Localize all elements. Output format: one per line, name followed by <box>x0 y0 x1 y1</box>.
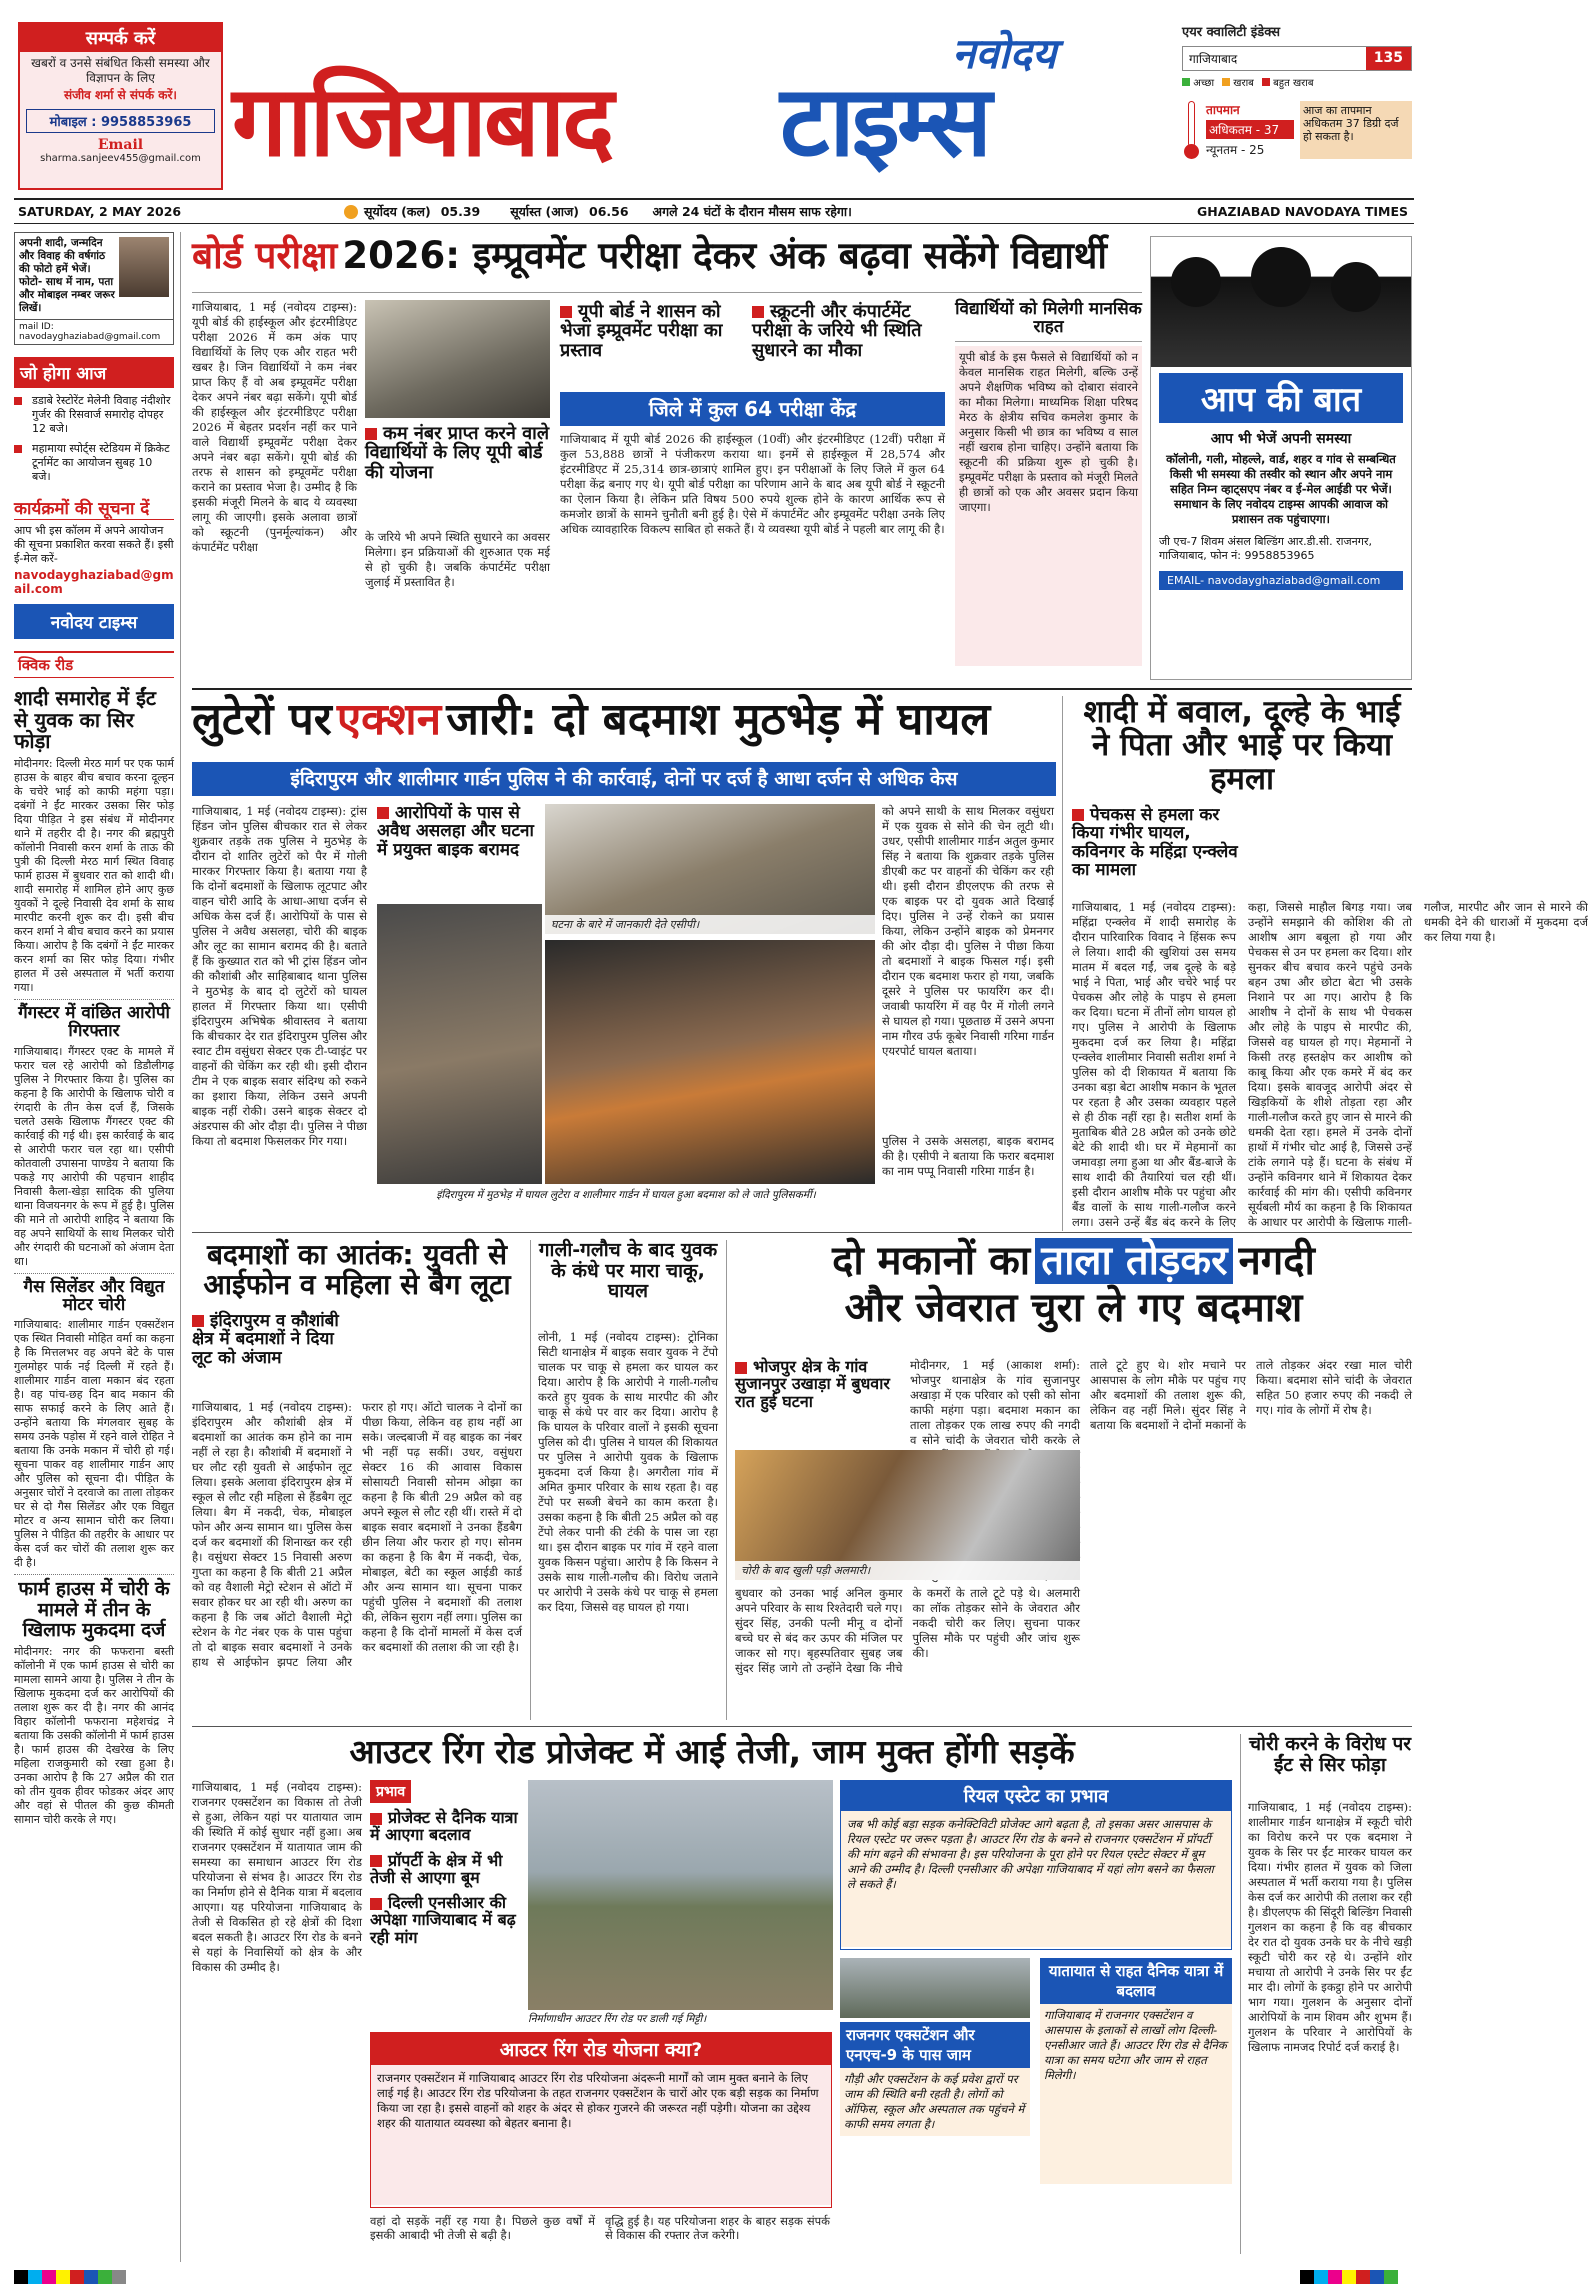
s1-head: शादी समारोह में ईंट से युवक का सिर फोड़ा <box>14 686 156 754</box>
ring-headline: आउटर रिंग रोड प्रोजेक्ट में आई तेजी, जाम मुक्त होंगी सड़कें <box>349 1732 1075 1771</box>
shaadi-body: गाजियाबाद, 1 मई (नवोदय टाइम्स): महिंद्रा एन्क्लेव में शादी समारोह के दौरान पारिवारिक विवाद ने हिंसक रूप ले लिया। शादी की खुशियां उस समय मातम में बदल गईं, जब दूल्हे के बड़े भाई ने पिता, भाई और चचेरे भाई पर पेचकस और लोहे के पाइप से हमला कर दिया। घटना में तीनों लोग घायल हो गए। पुलिस ने आरोपी के खिलाफ मुकदमा दर्ज कर लिया है। महिंद्रा एन्क्लेव शालीमार निवासी सतीश शर्मा ने पुलिस को दी शिकायत में बताया कि उनका बड़ा बेटा आशीष मकान के भूतल पर रहता है और उसका व्यवहार पहले से ही ठीक नहीं रहा है। सतीश शर्मा के मुताबिक बीते 28 अप्रैल को उनके छोटे बेटे की शादी थी। घर में मेहमानों का जमावड़ा लगा हुआ था और बैंड-बाजे के साथ शादी की तैयारियां चल रही थीं। इसी दौरान आशीष मौके पर पहुंचा और बैंड वालों के साथ गाली-गलौज करने लगा। उसने उन्हें बैंड बंद करने के लिए कहा, जिससे माहौल बिगड़ गया। जब उन्होंने समझाने की कोशिश की तो आशीष आग बबूला हो गया और पेचकस से उन पर हमला कर दिया। शोर सुनकर बीच बचाव करने पहुंचे उनके बहन उषा और छोटा बेटा भी उसके निशाने पर आ गए। आरोप है कि आशीष ने दोनों के साथ भी पेचकस और लोहे के पाइप से मारपीट की, जिससे वह घायल हो गए। मेहमानों ने किसी तरह हस्तक्षेप कर आशीष को काबू किया और एक कमरे में बंद कर दिया। इसके बावजूद आरोपी अंदर से खिड़कियों के शीशे तोड़ता रहा और गाली-गलौज करते हुए जान से मारने की धमकी देता रहा। हमले में उनके दोनों हाथों में गंभीर चोट आई है, जिससे उन्हें टांके लगाने पड़े हैं। घटना के संबंध में उन्होंने कविनगर थाने में शिकायत देकर कार्रवाई की मांग की। एसीपी कविनगर सूर्यबली मौर्य का कहना है कि शिकायत के आधार पर आरोपी के खिलाफ गाली-गलौज, मारपीट और जान से मारने की धमकी देने की धाराओं में मुकदमा दर्ज कर लिया गया है। <box>1072 900 1588 1229</box>
temp-note: आज का तापमान अधिकतम 37 डिग्री दर्ज हो सकता है। <box>1300 101 1412 159</box>
exam-photo <box>365 300 550 418</box>
realestate-body: जब भी कोई बड़ा सड़क कनेक्टिविटी प्रोजेक्ट आगे बढ़ता है, तो इसका असर आसपास के रियल एस्टेट पर जरूर पड़ता है। आउटर रिंग रोड के बनने से राजनगर एक्सटेंशन में प्रॉपर्टी की मांग बढ़ने की संभावना है। इस परियोजना के पूरा होने पर रियल एस्टेट सेक्टर में बूम आने की उम्मीद है। दिल्ली एनसीआर की अपेक्षा गाजियाबाद में यहां लोग बसने का फैसला ले सकते हैं। <box>841 1811 1231 1947</box>
sidebar-promo <box>14 232 174 320</box>
logo-small: नवोदय <box>952 29 1057 78</box>
s2-body: गाजियाबाद। गैंगस्टर एक्ट के मामले में फरार चल रहे आरोपी को डिडौलीगढ़ पुलिस ने गिरफ्तार किया है। पुलिस का कहना है कि आरोपी के खिलाफ चोरी व रंगदारी के तीन केस दर्ज हैं, जिसके चलते उसके खिलाफ गैंगस्टर एक्ट की कार्रवाई की गई थी। इस कार्रवाई के बाद से आरोपी फरार चल रहा था। एसीपी कोतवाली उपासना पाण्डेय ने बताया कि पकड़े गए आरोपी की पहचान शाहीद निवासी कैला-खेड़ा सादिक की पुलिया थाना विजयनगर के रूप में हुई है। पुलिस की माने तो आरोपी शाहिद ने बताया कि वह अपने साथियों के साथ मिलकर चोरी और रंगदारी की घटनाओं को अंजाम देता था। <box>14 1044 174 1268</box>
prabhav-box <box>370 1780 520 2020</box>
chori-headline: दो मकानों का ताला तोड़कर नगदी और जेवरात चुरा ले गए बदमाश <box>832 1238 1315 1332</box>
masthead-logo <box>232 24 1172 194</box>
lead-body-1: गाजियाबाद, 1 मई (नवोदय टाइम्स): यूपी बोर्ड की हाईस्कूल और इंटरमीडिएट परीक्षा 2026 में कम अंक पाए विद्यार्थियों के लिए एक और राहत भरी खबर है। जिन विद्यार्थियों ने कम नंबर प्राप्त किए हैं वो अब इम्प्रूवमेंट परीक्षा देकर अपने नंबर बढ़ा सकेंगे। यूपी बोर्ड की हाईस्कूल और इंटरमीडिएट परीक्षा 2026 में बेहतर प्रदर्शन नहीं कर पाने वाले विद्यार्थी इम्प्रूवमेंट परीक्षा देकर अपने नंबर बढ़ा सकेंगे। यूपी बोर्ड की तरफ से शासन को इम्प्रूवमेंट परीक्षा कराने का प्रस्ताव भेजा है। उम्मीद है कि इसकी मंजूरी मिलने के बाद ये व्यवस्था लागू की जाएगी। इसके अलावा छात्रों को स्क्रूटनी (पुनर्मूल्यांकन) और कंपार्टमेंट परीक्षा <box>192 300 357 554</box>
chori-photo <box>735 1450 1080 1580</box>
color-registration-bar <box>14 2270 126 2284</box>
aap-title: आप की बात <box>1159 373 1403 423</box>
ring-photo-caption: निर्माणाधीन आउटर रिंग रोड पर डाली गई मिट्टी। <box>528 2013 707 2025</box>
encounter-photo-right <box>545 940 875 1184</box>
realestate-title: रियल एस्टेट का प्रभाव <box>841 1781 1231 1811</box>
jam-title: राजनगर एक्सटेंशन और एनएच-9 के पास जाम <box>840 2022 1030 2068</box>
s1-body: मोदीनगर: दिल्ली मेरठ मार्ग पर एक फार्म हाउस के बाहर बीच बचाव करना दूल्हन के चचेरे भाई को काफी महंगा पड़ा। दबंगों ने ईंट मारकर उसका सिर फोड़ दिया पीड़ित ने इस संबंध में मोदीनगर थाने में तहरीर दी है। नगर की ब्रह्मपुरी कॉलोनी निवासी करन शर्मा के ताऊ की पुत्री की दिल्ली मेरठ मार्ग स्थित विवाह फार्म हाउस में बुधवार रात को शादी थी। शादी समारोह में शामिल होने आए कुछ युवकों ने दूल्हे निवासी देव शर्मा के साथ मारपीट करनी शुरू कर दी। इसी बीच करन शर्मा ने बीच बचाव करने का प्रयास किया। आरोप है कि दबंगों ने ईंट मारकर करन शर्मा का सिर फोड़ दिया। गंभीर हालत में उसे अस्पताल में भर्ती कराया गया। <box>14 756 174 994</box>
contact-mobile: मोबाइल : 9958853965 <box>26 109 215 133</box>
aap-ki-baat <box>1150 236 1412 680</box>
ring-bottom-1: वहां दो सड़कें नहीं रह गया है। पिछले कुछ वर्षों में इसकी आबादी भी तेजी से बढ़ी है। <box>370 2214 595 2242</box>
aqi-bad: खराब <box>1222 75 1254 89</box>
lead-body-2: के जरिये भी अपने स्थिति सुधारने का अवसर मिलेगा। इन प्रक्रियाओं की शुरुआत एक मई से हो चुकी है। जबकि कंपार्टमेंट परीक्षा जुलाई में प्रस्तावित है। <box>365 530 550 589</box>
aqi-verybad: बहुत खराब <box>1262 75 1314 89</box>
ring-body: गाजियाबाद, 1 मई (नवोदय टाइम्स): राजनगर एक्सटेंशन का विकास तो तेजी से हुआ, लेकिन यहां पर यातायात जाम की स्थिति में कोई सुधार नहीं हुआ। अब राजनगर एक्सटेंशन में यातायात जाम की समस्या का समाधान आउटर रिंग रोड परियोजना से संभव है। आउटर रिंग रोड का निर्माण होने से दैनिक यात्रा में बदलाव आएगा। यह परियोजना गाजियाबाद के तेजी से विकसित हो रहे क्षेत्रों की दिशा बदल सकती है। आउटर रिंग रोड के बनने से यहां के निवासियों को क्षेत्र के और विकास की उम्मीद है। <box>192 1780 362 1974</box>
yojana-body: राजनगर एक्सटेंशन में गाजियाबाद आउटर रिंग रोड परियोजना अंदरूनी मार्गों को जाम मुक्त बनाने के लिए लाई गई है। आउटर रिंग रोड परियोजना के तहत राजनगर एक्सटेंशन के चारों ओर एक बड़ी सड़क का निर्माण किया जा रहा है। इससे वाहनों को शहर के अंदर से होकर गुजरने की जरूरत नहीं पड़ेगी। योजना का उद्देश्य शहर की यातायात व्यवस्था को बेहतर बनाना है। <box>371 2065 831 2205</box>
chori-sub: भोजपुर क्षेत्र के गांव सुजानपुर उखाड़ा में बुधवार रात हुई घटना <box>735 1357 890 1411</box>
weather-note: अगले 24 घंटों के दौरान मौसम साफ रहेगा। <box>652 204 852 219</box>
thermometer-icon <box>1182 101 1200 159</box>
encounter-photo-caption: घटना के बारे में जानकारी देते एसीपी। <box>545 915 875 934</box>
chori-body-2: बुधवार को उनका भाई अनिल कुमार अपने परिवार के साथ रिश्तेदारी चले गए। सुंदर सिंह, उनकी पत्नी मीनू व दोनों बच्चे घर से बंद कर ऊपर की मंजिल पर जाकर सो गए। बृहस्पतिवार सुबह जब सुंदर सिंह जागे तो उन्होंने देखा कि नीचे के कमरों के ताले टूटे पड़े थे। अलमारी का लॉक तोड़कर सोने के जेवरात और नकदी चोरी कर लिए। सुचना पाकर पुलिस मौके पर पहुंची और जांच शुरू की। <box>735 1586 1080 1675</box>
contact-name: संजीव शर्मा से संपर्क करें। <box>64 88 177 102</box>
aqi-title: एयर क्वालिटी इंडेक्स <box>1182 25 1281 40</box>
lead-sub-1: कम नंबर प्राप्त करने वाले विद्यार्थियों के लिए यूपी बोर्ड की योजना <box>365 423 550 483</box>
lead-kicker: बोर्ड परीक्षा <box>192 234 338 277</box>
contact-email: sharma.sanjeev455@gmail.com <box>40 153 201 164</box>
aap-body: कॉलोनी, गली, मोहल्ले, वार्ड, शहर व गांव से सम्बन्धित किसी भी समस्या की तस्वीर को स्थान और अपने नाम सहित निम्न व्हाट्सएप नंबर व ई-मेल आईडी पर भेजें। समाधान के लिए नवोदय टाइम्स आपकी आवाज को प्रशासन तक पहुंचाएगा। <box>1166 452 1396 526</box>
chaku-headline: गाली-गलौच के बाद युवक के कंधे पर मारा चाकू, घायल <box>538 1239 718 1303</box>
karyakram-email: navodayghaziabad@gmail.com <box>14 568 174 596</box>
realestate-box <box>840 1780 1232 1950</box>
aap-address: जी एच-7 शिवम अंसल बिल्डिंग आर.डी.सी. राजनगर, गाजियाबाद, फोन नं: 9958853965 <box>1159 535 1372 562</box>
sidebar-promo-text: अपनी शादी, जन्मदिन और विवाह की वर्षगांठ की फोटो हमें भेजें। फोटो- साथ में नाम, पता और मोबाइल नम्बर जरूर लिखें। <box>19 237 115 314</box>
aqi-panel <box>1182 22 1412 190</box>
paper-name: GHAZIABAD NAVODAYA TIMES <box>1197 204 1408 219</box>
temp-title: तापमान <box>1206 103 1240 117</box>
karyakram-text: आप भी इस कॉलम में अपने आयोजन की सूचना प्रकाशित करवा सकते हैं। इसी ई-मेल करें- <box>14 524 174 565</box>
aaj-item-1: डडाबे रेस्टोरेंट मेलेनी विवाह नंदीशोर गुर्जर की रिसवार्ज समारोह दोपहर 12 बजे। <box>14 394 174 436</box>
dateline <box>14 198 1414 224</box>
quick-read: क्विक रीड <box>14 651 174 678</box>
prabhav-1: प्रोजेक्ट से दैनिक यात्रा में आएगा बदलाव <box>370 1808 518 1845</box>
chaku-body: लोनी, 1 मई (नवोदय टाइम्स): ट्रोनिका सिटी थानाक्षेत्र में बाइक सवार युवक ने टेंपो चालक पर चाकू से हमला कर घायल कर दिया। आरोप है कि आरोपी ने गाली-गलौच करते हुए युवक के साथ मारपीट की और चाकू से कंधे पर वार कर दिया। आरोप है कि घायल के परिवार वालों ने इसकी सूचना पुलिस को दी। पुलिस ने घायल की शिकायत पर पुलिस ने आरोपी युवक के खिलाफ मुकदमा दर्ज किया है। अगरौला गांव में अमित कुमार परिवार के साथ रहता है। वह टेंपो पर सब्जी बेचने का काम करता है। उसका कहना है कि बीती 25 अप्रैल को वह टेंपो लेकर पानी की टंकी के पास जा रहा था। इस दौरान बाइक पर गांव में रहने वाला युवक किसन पहुंचा। आरोप है कि किसन ने उसके साथ गाली-गलौच की। विरोध जताने पर आरोपी ने उसके कंधे पर चाकू से हमला कर दिया, जिससे वह घायल हो गया। <box>538 1330 718 1614</box>
sunrise-time: 05.39 <box>440 204 481 219</box>
encounter-photo-caption-2: इंदिरापुरम में मुठभेड़ में घायल लुटेरा व शालीमार गार्डन में घायल हुआ बदमाश को ले जाते पुलिसकर्मी। <box>436 1189 816 1201</box>
s4-head: फार्म हाउस में चोरी के मामले में तीन के खिलाफ मुकदमा दर्ज <box>18 1578 170 1642</box>
relief-title: यातायात से राहत दैनिक यात्रा में बदलाव <box>1040 1958 1232 2004</box>
encounter-body-2: को अपने साथी के साथ मिलकर वसुंधरा में एक युवक से सोने की चेन लूटी थी। उधर, एसीपी शालीमार गार्डन अतुल कुमार सिंह ने बताया कि शुक्रवार तड़के पुलिस डीएबी कट पर वाहनों की चेकिंग कर रही थी। इसी दौरान डीएलएफ की तरफ से एक बाइक पर दो युवक आते दिखाई दिए। पुलिस ने उन्हें रोकने का प्रयास किया, लेकिन उन्होंने बाइक को प्रेमनगर की ओर दौड़ा दी। पुलिस ने पीछा किया तो बदमाशों ने बाइक फिसल गई। इसी दौरान एक बदमाश फरार हो गया, जबकि दूसरे ने पुलिस पर फायरिंग कर दी। जवाबी फायरिंग में वह पैर में गोली लगने से घायल हो गया। पूछताछ में उसने अपना नाम गौरव उर्फ कूबेर निवासी गरिमा गार्डन एयरपोर्ट घायल बताया। <box>882 804 1054 1058</box>
encounter-banner: इंदिरापुरम और शालीमार गार्डन पुलिस ने की कार्रवाई, दोनों पर दर्ज है आधा दर्जन से अधिक केस <box>192 762 1056 796</box>
contact-text: खबरों व उनसे संबंधित किसी समस्या और विज्ञापन के लिए <box>31 56 210 85</box>
lead-sub-4-title: विद्यार्थियों को मिलेगी मानसिक राहत <box>955 300 1142 342</box>
aqi-value: 135 <box>1366 47 1411 70</box>
aap-sub: आप भी भेजें अपनी समस्या <box>1210 431 1352 447</box>
sidebar <box>14 232 174 2262</box>
s3-body: गाजियाबाद: शालीमार गार्डन एक्सटेंशन एक स्थित निवासी मोहित वर्मा का कहना है कि मित्तलभर वह अपने बेटे के पास गुलमोहर पार्क नई दिल्ली में रहते हैं। शालीमार गार्डन वाला मकान बंद रहता है। वह पांच-छह दिन बाद मकान की साफ सफाई करने के लिए आते हैं। उन्होंने बताया कि मंगलवार सुबह के समय उनके पड़ोस में रहने वाले रोहित ने बताया कि उनके मकान में चोरी हो गई। सूचना पाकर वह शालीमार गार्डन आए और पुलिस को सूचना दी। पीड़ित के अनुसार चोरों ने दरवाजे का ताला तोड़कर घर से दो गैस सिलेंडर और एक विद्युत मोटर व अन्य सामान चोरी कर लिया। पुलिस ने पीड़ित की तहरीर के आधार पर केस दर्ज कर चोरों की तलाश शुरू कर दी है। <box>14 1318 174 1570</box>
encounter-sub-1: आरोपियों के पास से अवैध असलहा और घटना में प्रयुक्त बाइक बरामद <box>377 803 534 860</box>
aqi-city: गाजियाबाद <box>1189 52 1238 66</box>
sunset-time: 06.56 <box>589 204 629 219</box>
s2-head: गैंगस्टर में वांछित आरोपी गिरफ्तार <box>18 1002 170 1042</box>
sunset-label: सूर्यास्त (आज) <box>510 204 579 219</box>
shaadi-headline: शादी में बवाल, दूल्हे के भाई ने पिता और भाई पर किया हमला <box>1083 694 1401 797</box>
sidebar-promo-email: mail ID: navodayghaziabad@gmail.com <box>14 320 174 345</box>
lead-sub-2: यूपी बोर्ड ने शासन को भेजा इम्प्रूवमेंट परीक्षा का प्रस्ताव <box>560 301 723 361</box>
relief-box <box>1040 1958 1232 2208</box>
shaadi-sub: पेचकस से हमला कर किया गंभीर घायल, कविनगर के महिंद्रा एन्क्लेव का मामला <box>1072 805 1238 881</box>
yojana-title: आउटर रिंग रोड योजना क्या? <box>371 2033 831 2065</box>
chori-body-3: ताले टूटे हुए थे। शोर मचाने पर आसपास के लोग मौके पर पहुंच गए और बदमाशों की तलाश शुरू की, लेकिन वह नहीं मिले। सुंदर सिंह ने बताया कि बदमाशों ने दोनों मकानों के ताले तोड़कर अंदर रखा माल चोरी किया। बदमाश सोने चांदी के जेवरात सहित 50 हजार रुपए की नकदी ले गए। गांव के लोगों में रोष है। <box>1090 1358 1412 1432</box>
yojana-box <box>370 2032 832 2208</box>
logo-left: गाजियाबाद <box>232 65 612 179</box>
iphone-body: गाजियाबाद, 1 मई (नवोदय टाइम्स): इंदिरापुरम और कौशांबी क्षेत्र में बदमाशों का आतंक कम होने का नाम नहीं ले रहा है। कौशांबी में बदमाशों ने घर लौट रही युवती से आईफोन लूट लिया। इसके अलावा इंदिरापुरम क्षेत्र में स्कूल से लौट रही महिला से हैंडबैग लूट लिया। बैग में नकदी, चेक, मोबाइल फोन और अन्य सामान था। पुलिस केस दर्ज कर बदमाशों की शिनाख्त कर रही है। वसुंधरा सेक्टर 15 निवासी अरुण गुप्ता का कहना है कि बीती 21 अप्रैल को वह वैशाली मेट्रो स्टेशन से ऑटो में सवार होकर घर आ रही थी। अरुण का कहना है कि जब ऑटो वैशाली मेट्रो स्टेशन के गेट नंबर एक के पास पहुंचा तो दो बाइक सवार बदमाशों ने उनके हाथ से आईफोन झपट लिया और फरार हो गए। ऑटो चालक ने दोनों का पीछा किया, लेकिन वह हाथ नहीं आ सके। जल्दबाजी में वह बाइक का नंबर भी नहीं पढ़ सकीं। उधर, वसुंधरा सेक्टर 16 की आवास विकास सोसायटी निवासी सोनम ओझा का कहना है कि बीती 29 अप्रैल को वह अपने स्कूल से लौट रही थीं। रास्ते में दो बाइक सवार बदमाशों ने उनका हैंडबैग छीन लिया और फरार हो गए। सोनम का कहना है कि बैग में नकदी, चेक, मोबाइल, बेटी का स्कूल आईडी कार्ड और अन्य सामान था। सूचना पाकर पहुंची पुलिस ने बदमाशों की तलाश की, लेकिन सुराग नहीं लगा। पुलिस का कहना है कि दोनों मामलों में केस दर्ज कर बदमाशों की तलाश की जा रही है। <box>192 1400 522 1669</box>
lead-headline <box>192 236 1142 286</box>
s4-body: मोदीनगर: नगर की फफराना बस्ती कॉलोनी में एक फार्म हाउस से चोरी का मामला सामने आया है। पुलिस ने तीन के खिलाफ मुकदमा दर्ज कर आरोपियों की तलाश शुरू कर दी है। नगर की आनंद विहार कॉलोनी फफराना महेशचंद्र ने बताया कि उसकी कॉलोनी में फार्म हाउस है। फार्म हाउस की देखरेख के लिए महिला राजकुमारी को रखा हुआ है। उनका आरोप है कि 27 अप्रैल की रात को तीन युवक हीवर फोडकर अंदर आए और वहां से पीतल की कुछ कीमती सामान चोरी करके ले गए। <box>14 1644 174 1826</box>
s3-head: गैस सिलेंडर और विद्युत मोटर चोरी <box>23 1276 165 1315</box>
encounter-headline: लुटेरों पर एक्शन जारी: दो बदमाश मुठभेड़ में घायल <box>192 694 991 745</box>
prabhav-title: प्रभाव <box>370 1780 411 1803</box>
sun-icon <box>344 205 358 219</box>
contact-box <box>18 22 223 190</box>
encounter-body-3: पुलिस ने उसके असलहा, बाइक बरामद की है। एसीपी ने बताया कि फरार बदमाश का नाम पप्पू निवासी गरिमा गार्डन है। <box>882 1134 1054 1178</box>
contact-title: सम्पर्क करें <box>20 24 221 52</box>
chori-photo-caption: चोरी के बाद खुली पड़ी अलमारी। <box>735 1561 1080 1580</box>
sidebar-logo: नवोदय टाइम्स <box>14 604 174 639</box>
temp-box <box>1206 101 1294 159</box>
prabhav-2: प्रॉपर्टी के क्षेत्र में भी तेजी से आएगा बूम <box>370 1850 503 1887</box>
eent-headline: चोरी करने के विरोध पर ईंट से सिर फोड़ा <box>1248 1733 1412 1776</box>
couple-photo <box>119 237 169 297</box>
color-registration-bar-right <box>1300 2270 1398 2284</box>
aaj-title: जो होगा आज <box>14 357 174 388</box>
encounter-body-1: गाजियाबाद, 1 मई (नवोदय टाइम्स): ट्रांस हिंडन जोन पुलिस बीचकार रात से लेकर शुक्रवार तड़के तक पुलिस ने मुठभेड़ के दौरान दो शातिर लुटेरों को पैर में गोली मारकर गिरफ्तार किया है। बताया गया है कि दोनों बदमाशों के खिलाफ लूटपाट और वाहन चोरी आदि के आधा-आधा दर्जन से अधिक केस दर्ज हैं। आरोपियों के पास से पुलिस ने अवैध असलहा, चोरी की बाइक और लूट का सामान बरामद की है। बताते हैं कि कुख्यात रात को भी ट्रांस हिंडन जोन की कौशांबी और साहिबाबाद थाना पुलिस ने मुठभेड़ के बाद दो लुटेरों को घायल हालत में गिरफ्तार किया था। एसीपी इंदिरापुरम अभिषेक श्रीवास्तव ने बताया कि बीचकार देर रात इंदिरापुरम पुलिस और स्वाट टीम वसुंधरा सेक्टर एक टी-प्वाइंट पर वाहनों की चेकिंग कर रही थी। इसी दौरान टीम ने एक बाइक सवार संदिग्ध को रुकने का इशारा किया, लेकिन उसने अपनी बाइक नहीं रोकी। उसने बाइक सेक्टर दो अंडरपास की ओर दौड़ा दी। पुलिस ने पीछा किया तो बदमाश फिसलकर गिर गया। <box>192 804 367 1148</box>
aqi-good: अच्छा <box>1182 75 1214 89</box>
chori-body-1: मोदीनगर, 1 मई (आकाश शर्मा): भोजपुर थानाक्षेत्र के गांव सुजानपुर अखाड़ा में एक परिवार को एसी को सोना काफी महंगा पड़ा। बदमाश मकान का ताला तोड़कर एक लाख रुपए की नगदी व सोने चांदी के जेवरात चोरी करके ले <box>910 1358 1080 1447</box>
encounter-photo-left <box>377 904 542 1184</box>
jam-photo <box>840 1958 1030 2018</box>
lead-sub-4 <box>955 300 1142 680</box>
jam-body: गौड़ी और एक्सटेंशन के कई प्रवेश द्वारों पर जाम की स्थिति बनी रहती है। लोगों को ऑफिस, स्कूल और अस्पताल तक पहुंचने में काफी समय लगता है। <box>840 2068 1030 2136</box>
lead-sub-4-body: यूपी बोर्ड के इस फैसले से विद्यार्थियों को न केवल मानसिक राहत मिलेगी, बल्कि उन्हें अपने शैक्षणिक भविष्य को दोबारा संवारने का मौका मिलेगा। माध्यमिक शिक्षा परिषद मेरठ के क्षेत्रीय सचिव कमलेश कुमार के अनुसार किसी भी छात्र का भविष्य व साल नहीं खराब होना चाहिए। उन्होंने बताया कि स्क्रूटनी की प्रक्रिया शुरू हो चुकी है। इम्प्रूवमेंट परीक्षा के प्रस्ताव को मंजूरी मिलते ही छात्रों को एक और अवसर प्रदान किया जाएगा। <box>955 346 1142 666</box>
jam-box <box>840 1958 1030 2208</box>
karyakram-title: कार्यक्रमों की सूचना दें <box>14 496 174 520</box>
temp-min: न्यूनतम - 25 <box>1206 143 1265 157</box>
ring-bottom-2: वृद्धि हुई है। यह परियोजना शहर के बाहर सड़क संपर्क से विकास की रफ्तार तेज करेगी। <box>605 2214 830 2242</box>
ring-photo <box>528 1780 833 2010</box>
iphone-sub: इंदिरापुरम व कौशांबी क्षेत्र में बदमाशों ने दिया लूट को अंजाम <box>192 1311 339 1368</box>
contact-email-label: Email <box>97 137 144 153</box>
eent-body: गाजियाबाद, 1 मई (नवोदय टाइम्स): शालीमार गार्डन थानाक्षेत्र में स्कूटी चोरी का विरोध करने पर एक बदमाश ने युवक के सिर पर ईंट मारकर घायल कर दिया। गंभीर हालत में युवक को जिला अस्पताल में भर्ती कराया गया है। पुलिस केस दर्ज कर आरोपी की तलाश कर रही है। डीएलएफ की सिंदूरी बिल्डिंग निवासी गुलशन का कहना है कि वह बीचकार देर रात दो युवक उनके घर के नीचे खड़ी स्कूटी चोरी कर रहे थे। उन्होंने शोर मचाया तो आरोपी ने उनके सिर पर ईंट मार दी। लोगों के इकट्ठा होने पर आरोपी भाग गया। गुलशन के अनुसार दोनों आरोपियों के नाम शिवम और शुभम हैं। गुलशन के परिवार ने आरोपियों के खिलाफ नामजद रिपोर्ट दर्ज कराई है। <box>1248 1800 1412 2054</box>
encounter-photo-top <box>545 804 875 934</box>
aap-email: EMAIL- navodayghaziabad@gmail.com <box>1159 571 1403 590</box>
sunrise-label: सूर्योदय (कल) <box>364 204 431 219</box>
relief-body: गाजियाबाद में राजनगर एक्सटेंशन व आसपास के इलाकों से लाखों लोग दिल्ली-एनसीआर जाते हैं। आउटर रिंग रोड से दैनिक यात्रा का समय घटेगा और जाम से राहत मिलेगी। <box>1040 2004 1232 2184</box>
lead-title: 2026: इम्प्रूवमेंट परीक्षा देकर अंक बढ़वा सकेंगे विद्यार्थी <box>342 234 1108 277</box>
protest-illustration <box>1151 237 1411 367</box>
prabhav-3: दिल्ली एनसीआर की अपेक्षा गाजियाबाद में बढ़ रही मांग <box>370 1893 516 1947</box>
lead-banner: जिले में कुल 64 परीक्षा केंद्र <box>560 392 945 426</box>
aaj-item-2: महामाया स्पोर्ट्स स्टेडियम में क्रिकेट टूर्नामेंट का आयोजन सुबह 10 बजे। <box>14 442 174 484</box>
date: SATURDAY, 2 MAY 2026 <box>18 204 182 219</box>
logo-right: टाइम्स <box>780 65 989 179</box>
lead-sub-3: स्क्रूटनी और कंपार्टमेंट परीक्षा के जरिये भी स्थिति सुधारने का मौका <box>752 301 922 361</box>
iphone-headline: बदमाशों का आतंक: युवती से आईफोन व महिला से बैग लूटा <box>203 1238 511 1302</box>
temp-max: अधिकतम - 37 <box>1206 120 1294 139</box>
lead-banner-body: गाजियाबाद में यूपी बोर्ड 2026 की हाईस्कूल (10वीं) और इंटरमीडिएट (12वीं) परीक्षा में कुल 53,888 छात्रों ने पंजीकरण कराया था। इनमें से हाईस्कूल में 28,574 और इंटरमीडिएट में 25,314 छात्र-छात्राएं शामिल हुए। इन परीक्षाओं के लिए जिले में कुल 64 परीक्षा केंद्र बनाए गए थे। यूपी बोर्ड परीक्षा का परिणाम आने के बाद अब यूपी बोर्ड ने स्क्रूटनी का ऐलान किया है। लेकिन प्रति विषय 500 रुपये शुल्क होने के कारण आर्थिक रूप से कमजोर छात्रों के सामने चुनौती बनी हुई है। ऐसे में कंपार्टमेंट और इम्प्रूवमेंट परीक्षा उनके लिए अधिक व्यावहारिक विकल्प साबित हो सकते हैं। ये व्यवस्था यूपी बोर्ड ने पहली बार लागू की है। <box>560 432 945 536</box>
